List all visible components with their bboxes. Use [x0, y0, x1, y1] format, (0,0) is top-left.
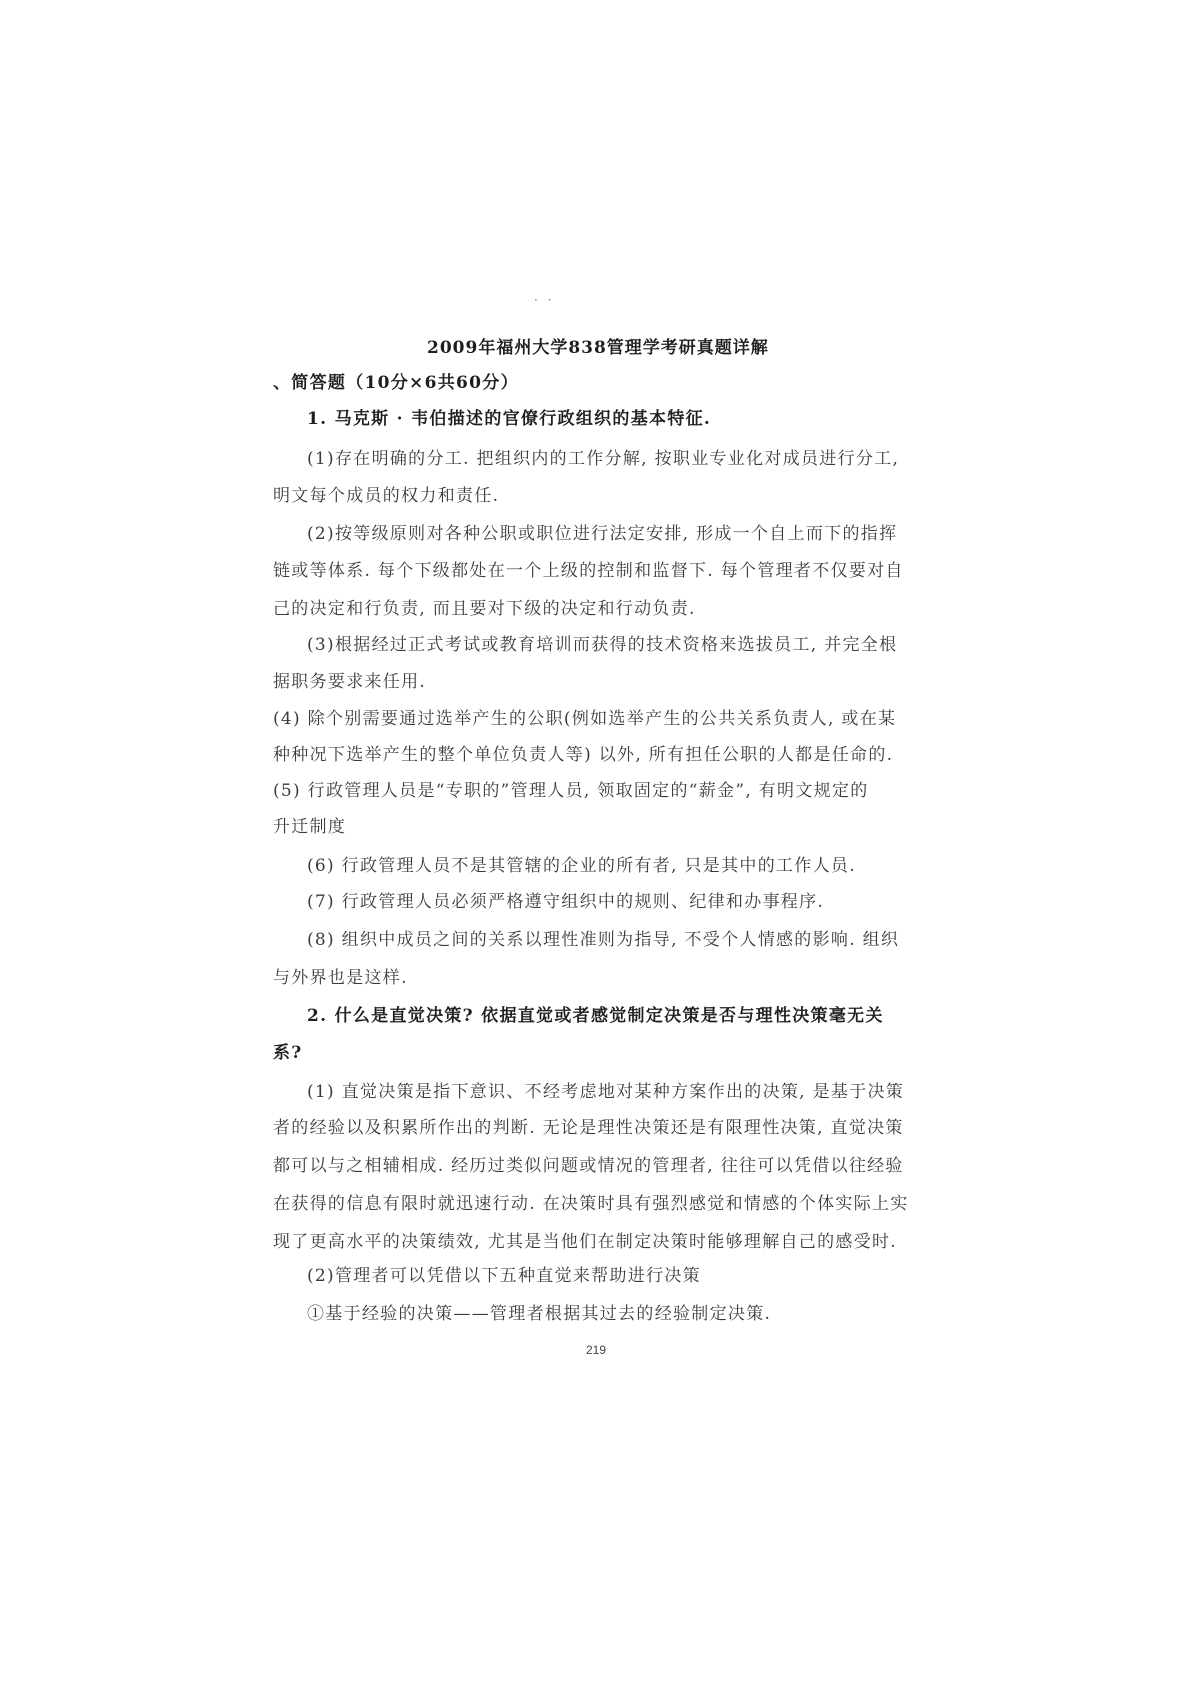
paragraph-line: (2)管理者可以凭借以下五种直觉来帮助进行决策: [307, 1266, 701, 1286]
section-heading: 、简答题（10分×6共60分）: [273, 373, 519, 393]
question-1-heading: 1. 马克斯 · 韦伯描述的官僚行政组织的基本特征.: [307, 409, 712, 429]
paragraph-line: 己的决定和行负责, 而且要对下级的决定和行动负责.: [273, 599, 696, 619]
paragraph-line: (5) 行政管理人员是“专职的”管理人员, 领取固定的“薪金”, 有明文规定的: [273, 781, 869, 801]
paragraph-line: ①基于经验的决策——管理者根据其过去的经验制定决策.: [307, 1304, 772, 1324]
paragraph-line: 种种况下选举产生的整个单位负责人等) 以外, 所有担任公职的人都是任命的.: [273, 745, 894, 765]
question-2-heading: 系?: [273, 1043, 303, 1063]
paragraph-line: 现了更高水平的决策绩效, 尤其是当他们在制定决策时能够理解自己的感受时.: [273, 1232, 898, 1252]
header-marks: · ·: [534, 293, 555, 307]
paragraph-line: 链或等体系. 每个下级都处在一个上级的控制和监督下. 每个管理者不仅要对自: [273, 561, 904, 581]
paragraph-line: (1) 直觉决策是指下意识、不经考虑地对某种方案作出的决策, 是基于决策: [307, 1082, 905, 1102]
paragraph-line: 都可以与之相辅相成. 经历过类似问题或情况的管理者, 往往可以凭借以往经验: [273, 1156, 904, 1176]
page-title: 2009年福州大学838管理学考研真题详解: [427, 338, 769, 358]
page-number: 219: [586, 1343, 607, 1357]
paragraph-line: 明文每个成员的权力和责任.: [273, 486, 500, 506]
paragraph-line: (7) 行政管理人员必须严格遵守组织中的规则、纪律和办事程序.: [307, 892, 825, 912]
paragraph-line: (3)根据经过正式考试或教育培训而获得的技术资格来选拔员工, 并完全根: [307, 635, 898, 655]
paragraph-line: (1)存在明确的分工. 把组织内的工作分解, 按职业专业化对成员进行分工,: [307, 449, 900, 469]
question-2-heading: 2. 什么是直觉决策? 依据直觉或者感觉制定决策是否与理性决策毫无关: [307, 1006, 884, 1026]
paragraph-line: 与外界也是这样.: [273, 968, 408, 988]
paragraph-line: (8) 组织中成员之间的关系以理性准则为指导, 不受个人情感的影响. 组织: [307, 930, 900, 950]
paragraph-line: 者的经验以及积累所作出的判断. 无论是理性决策还是有限理性决策, 直觉决策: [273, 1118, 904, 1138]
paragraph-line: (6) 行政管理人员不是其管辖的企业的所有者, 只是其中的工作人员.: [307, 856, 856, 876]
paragraph-line: (2)按等级原则对各种公职或职位进行法定安排, 形成一个自上而下的指挥: [307, 524, 898, 544]
paragraph-line: (4) 除个别需要通过选举产生的公职(例如选举产生的公共关系负责人, 或在某: [273, 709, 897, 729]
paragraph-line: 升迁制度: [273, 817, 347, 837]
paragraph-line: 在获得的信息有限时就迅速行动. 在决策时具有强烈感觉和情感的个体实际上实: [273, 1194, 909, 1214]
paragraph-line: 据职务要求来任用.: [273, 672, 427, 692]
